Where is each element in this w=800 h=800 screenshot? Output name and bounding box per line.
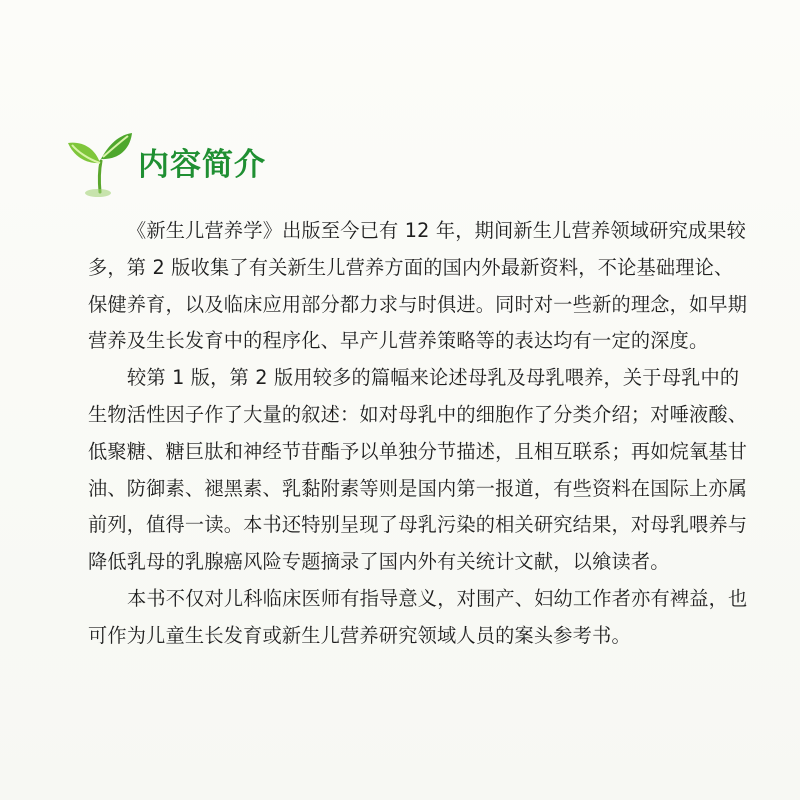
- section-title: 内容简介: [138, 147, 266, 183]
- paragraph-1: 《新生儿营养学》出版至今已有 12 年，期间新生儿营养领域研究成果较多，第 2 版收集了有关新生儿营养方面的国内外最新资料，不论基础理论、保健养育，以及临床应用部分都力求与时俱进。同时对一些新的理念，如早期营养及生长发育中的程序化、早产儿营养策略等的表达均有一定的深度。: [88, 219, 748, 353]
- section-header: [62, 126, 322, 206]
- sprout-icon: [62, 126, 138, 202]
- paragraph-2: 较第 1 版，第 2 版用较多的篇幅来论述母乳及母乳喂养，关于母乳中的生物活性因子作了大量的叙述：如对母乳中的细胞作了分类介绍；对唾液酸、低聚糖、糖巨肽和神经节苷酯予以单独分节描述，且相互联系；再如烷氧基甘油、防御素、褪黑素、乳黏附素等则是国内第一报道，有些资料在国际上亦属前列，值得一读。本书还特别呈现了母乳污染的相关研究结果，对母乳喂养与降低乳母的乳腺癌风险专题摘录了国内外有关统计文献，以飨读者。: [88, 366, 748, 574]
- intro-content: [88, 213, 752, 655]
- paragraph-3: 本书不仅对儿科临床医师有指导意义，对围产、妇幼工作者亦有裨益，也可作为儿童生长发育或新生儿营养研究领域人员的案头参考书。: [88, 586, 748, 647]
